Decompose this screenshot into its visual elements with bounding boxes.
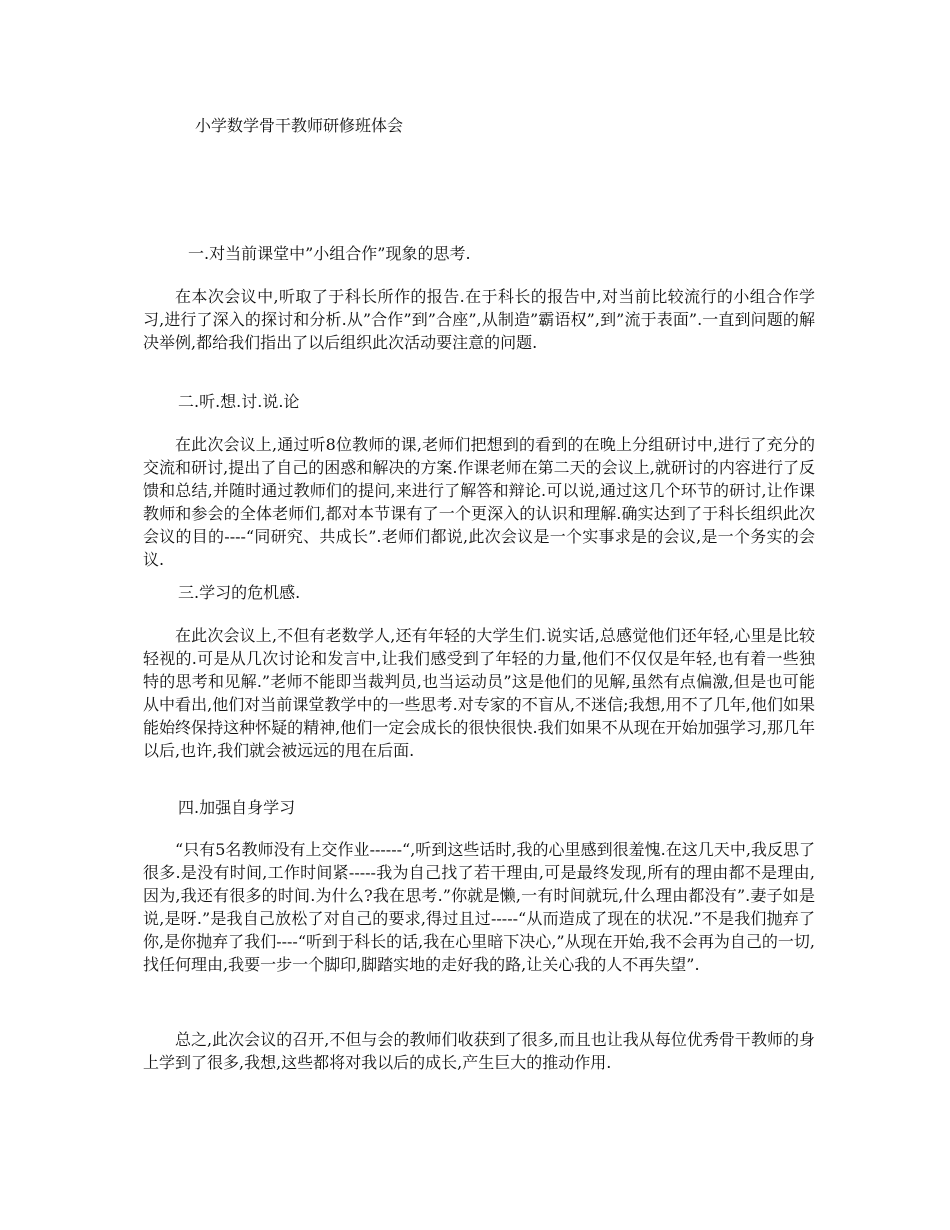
section-paragraph-1: 在本次会议中,听取了于科长所作的报告.在于科长的报告中,对当前比较流行的小组合作学习,进行了深入的探讨和分析.从”合作”到”合座”,从制造”霸语权”,到”流于表面”.一直到问题的解决举例,都给我们指出了以后组织此次活动要注意的问题. <box>143 287 815 352</box>
section-paragraph-2: 在此次会议上,通过听8位教师的课,老师们把想到的看到的在晚上分组研讨中,进行了充分的交流和研讨,提出了自己的困惑和解决的方案.作课老师在第二天的会议上,就研讨的内容进行了反馈和总结,并随时通过教师们的提问,来进行了解答和辩论.可以说,通过这几个环节的研讨,让作课教师和参会的全体老师们,都对本节课有了一个更深入的认识和理解.确实达到了于科长组织此次会议的目的----“同研究、共成长”.老师们都说,此次会议是一个实事求是的会议,是一个务实的会议. <box>143 435 815 569</box>
section-heading-4: 四.加强自身学习 <box>178 798 296 817</box>
document-title: 小学数学骨干教师研修班体会 <box>195 116 404 135</box>
section-paragraph-3: 在此次会议上,不但有老数学人,还有年轻的大学生们.说实话,总感觉他们还年轻,心里是比较轻视的.可是从几次讨论和发言中,让我们感受到了年轻的力量,他们不仅仅是年轻,也有着一些独特的思考和见解.”老师不能即当裁判员,也当运动员”这是他们的见解,虽然有点偏激,但是也可能从中看出,他们对当前课堂教学中的一些思考.对专家的不盲从,不迷信;我想,用不了几年,他们如果能始终保持这种怀疑的精神,他们一定会成长的很快很快.我们如果不从现在开始加强学习,那几年以后,也许,我们就会被远远的甩在后面. <box>143 626 815 760</box>
section-heading-2: 二.听.想.讨.说.论 <box>178 392 300 411</box>
section-heading-1: 一.对当前课堂中”小组合作”现象的思考. <box>188 244 471 263</box>
conclusion-paragraph: 总之,此次会议的召开,不但与会的教师们收获到了很多,而且也让我从每位优秀骨干教师的身上学到了很多,我想,这些都将对我以后的成长,产生巨大的推动作用. <box>143 1030 815 1072</box>
section-paragraph-4: “只有5名教师没有上交作业------“,听到这些话时,我的心里感到很羞愧.在这几天中,我反思了很多.是没有时间,工作时间紧-----我为自己找了若干理由,可是最终发现,所有的理由都不是理由,因为,我还有很多的时间.为什么?我在思考.”你就是懒,一有时间就玩,什么理由都没有”.妻子如是说,是呀.”是我自己放松了对自己的要求,得过且过-----“从而造成了现在的状况.”不是我们抛弃了你,是你抛弃了我们----“听到于科长的话,我在心里暗下决心,”从现在开始,我不会再为自己的一切,找任何理由,我要一步一个脚印,脚踏实地的走好我的路,让关心我的人不再失望”. <box>143 840 815 974</box>
section-heading-3: 三.学习的危机感. <box>178 583 301 602</box>
